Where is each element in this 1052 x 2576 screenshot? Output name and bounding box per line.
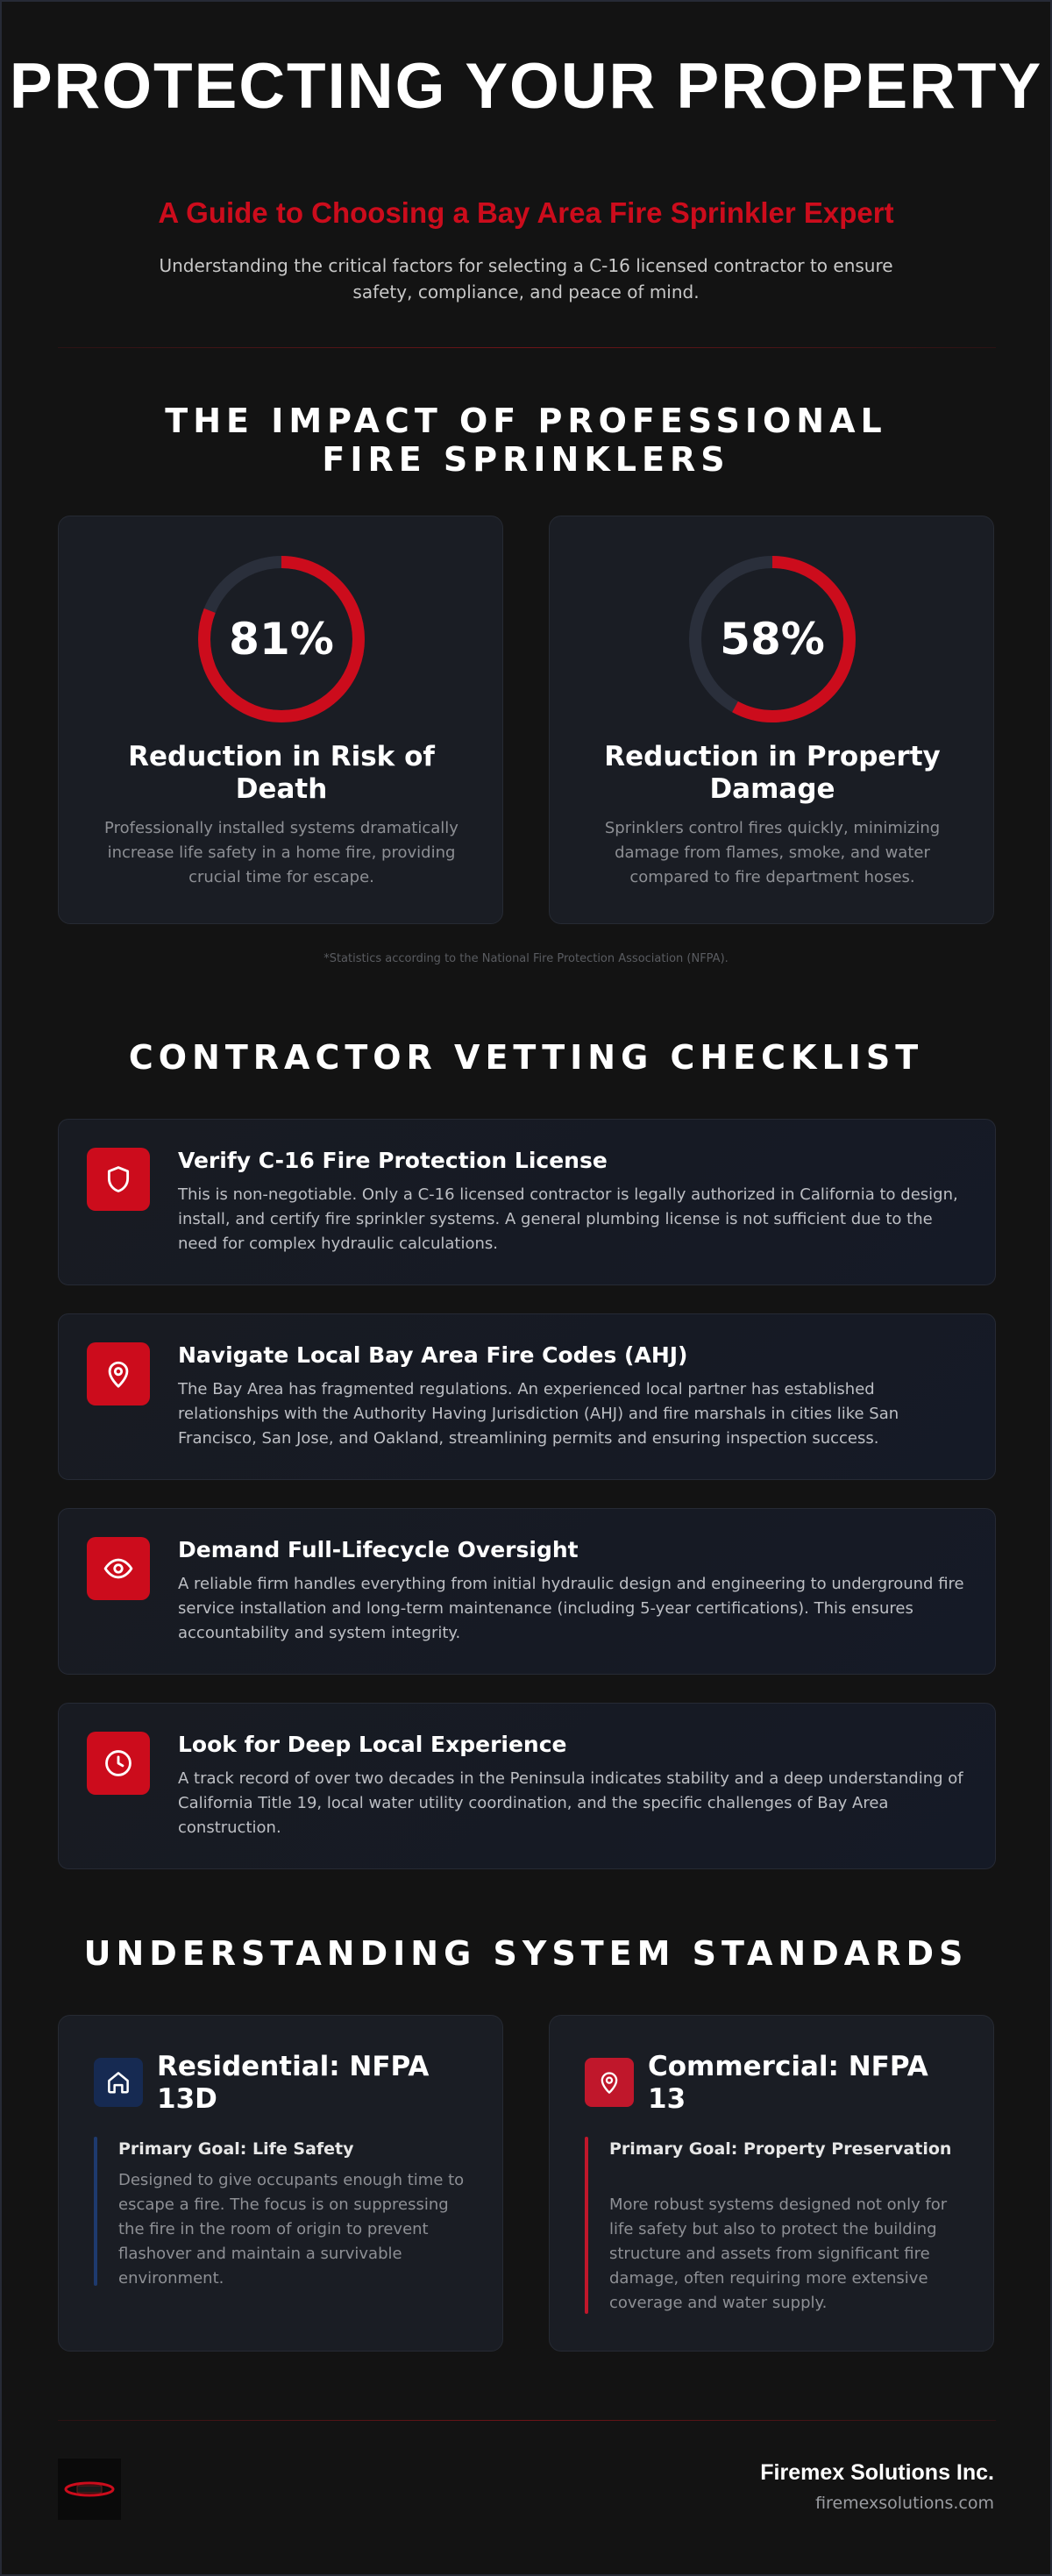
page-subtitle: A Guide to Choosing a Bay Area Fire Sprinkler Expert — [158, 196, 894, 229]
standard-goal: Primary Goal: Life Safety — [118, 2139, 354, 2159]
shield-icon — [87, 1148, 150, 1211]
standard-card-residential — [58, 2015, 503, 2352]
stat-card-property-damage — [549, 516, 994, 924]
standard-description: More robust systems designed not only for life safety but also to protect the building structure and assets from significant fire damage, often requiring more extensive coverage and water supply. — [609, 2195, 948, 2312]
stat-description: Professionally installed systems dramatically increase life safety in a home fire, providing crucial time for escape. — [104, 819, 458, 886]
page-title: PROTECTING YOUR PROPERTY — [9, 51, 1043, 122]
checklist-item-experience — [58, 1703, 996, 1869]
standard-goal: Primary Goal: Property Preservation — [609, 2139, 952, 2159]
header-divider — [58, 347, 996, 348]
standard-title: Commercial: NFPA 13 — [648, 2051, 928, 2115]
footer-divider — [58, 2420, 996, 2421]
firemex-logo-icon — [58, 2459, 121, 2520]
stat-description: Sprinklers control fires quickly, minimizing damage from flames, smoke, and water compared to fire department hoses. — [604, 819, 941, 886]
stat-value: 58% — [720, 614, 825, 665]
standard-card-commercial — [549, 2015, 994, 2352]
checklist-item-title: Verify C-16 Fire Protection License — [178, 1148, 608, 1173]
map-pin-icon — [585, 2058, 634, 2107]
standard-description: Designed to give occupants enough time to escape a fire. The focus is on suppressing the fire in the room of origin to prevent flashover and maintain a survivable environment. — [118, 2171, 465, 2288]
checklist-item-title: Demand Full-Lifecycle Oversight — [178, 1537, 579, 1562]
checklist-item-description: A reliable firm handles everything from initial hydraulic design and engineering to underground fire service installation and long-term maintenance (including 5-year certifications). This ensures accountability and system integrity. — [178, 1575, 964, 1642]
footer-company-name: Firemex Solutions Inc. — [760, 2460, 994, 2485]
checklist-item-oversight — [58, 1508, 996, 1675]
accent-bar — [585, 2137, 588, 2314]
checklist-item-description: This is non-negotiable. Only a C-16 licensed contractor is legally authorized in California to design, install, and certify fire sprinkler systems. A general plumbing license is not sufficient due to the need for complex hydraulic calculations. — [178, 1185, 958, 1253]
checklist-section-title: CONTRACTOR VETTING CHECKLIST — [128, 1038, 924, 1077]
map-pin-icon — [87, 1342, 150, 1405]
accent-bar — [94, 2137, 97, 2286]
stat-card-death-risk — [58, 516, 503, 924]
stat-title: Reduction in Risk of Death — [128, 741, 435, 805]
home-icon — [94, 2058, 143, 2107]
intro-text: Understanding the critical factors for selecting a C-16 licensed contractor to ensure safety, compliance, and peace of mind. — [159, 255, 893, 302]
eye-icon — [87, 1537, 150, 1600]
standard-title: Residential: NFPA 13D — [157, 2051, 430, 2115]
checklist-item-title: Look for Deep Local Experience — [178, 1732, 567, 1757]
standards-section-title: UNDERSTANDING SYSTEM STANDARDS — [83, 1934, 969, 1973]
stat-value: 81% — [229, 614, 334, 665]
checklist-item-description: A track record of over two decades in the Peninsula indicates stability and a deep understanding of California Title 19, local water utility coordination, and the specific challenges of Bay Area construction. — [178, 1769, 963, 1837]
impact-section-title: THE IMPACT OF PROFESSIONAL FIRE SPRINKLERS — [165, 402, 887, 479]
stat-title: Reduction in Property Damage — [604, 741, 941, 805]
checklist-item-title: Navigate Local Bay Area Fire Codes (AHJ) — [178, 1342, 688, 1368]
checklist-item-fire-codes — [58, 1313, 996, 1480]
checklist-item-description: The Bay Area has fragmented regulations. An experienced local partner has established relationships with the Authority Having Jurisdiction (AHJ) and fire marshals in cities like San Francisco, San Jose, and Oakland, streamlining permits and ensuring inspection success. — [178, 1380, 899, 1448]
clock-icon — [87, 1732, 150, 1795]
statistics-footnote: *Statistics according to the National Fire Protection Association (NFPA). — [323, 952, 729, 965]
footer-website-link[interactable]: firemexsolutions.com — [815, 2494, 994, 2513]
checklist-item-license — [58, 1119, 996, 1285]
